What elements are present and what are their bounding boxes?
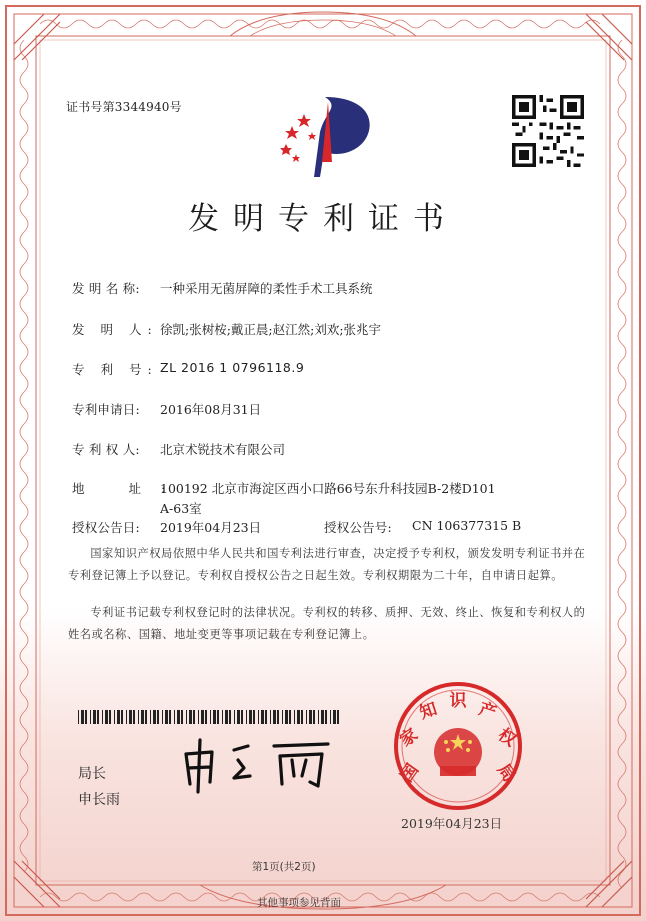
legal-paragraph-2: 专利证书记载专利权登记时的法律状况。专利权的转移、质押、无效、终止、恢复和专利权人的姓名或名称、国籍、地址变更等事项记载在专利登记簿上。 <box>68 606 586 641</box>
grant-date: 2019年04月23日 <box>160 520 262 535</box>
patent-number-label: 专 利 号: <box>72 362 158 377</box>
filing-date-label: 专利申请日: <box>72 402 140 417</box>
svg-text:识: 识 <box>449 691 467 711</box>
svg-text:知: 知 <box>417 699 440 724</box>
invention-name-label: 发 明 名 称: <box>72 281 140 296</box>
grant-number-label: 授权公告号: <box>324 520 392 535</box>
footer-note: 其他事项参见背面 <box>257 897 341 909</box>
legal-paragraph-1: 国家知识产权局依照中华人民共和国专利法进行审查，决定授予专利权，颁发发明专利证书并在专利登记簿上予以登记。专利权自授权公告之日起生效。专利权期限为二十年，自申请日起算。 <box>68 547 586 582</box>
svg-text:国: 国 <box>396 760 423 786</box>
handwritten-signature <box>178 732 338 794</box>
grant-date-label: 授权公告日: <box>72 520 140 535</box>
inventor-label: 发 明 人: <box>72 322 158 337</box>
signatory-name: 申长雨 <box>78 792 120 808</box>
certificate-title: 发明专利证书 <box>188 201 458 237</box>
barcode-icon <box>78 710 340 724</box>
patent-office-logo <box>270 92 380 177</box>
svg-text:局: 局 <box>493 760 520 786</box>
grant-number: CN 106377315 B <box>412 518 522 533</box>
page-number: 第1页(共2页) <box>252 861 316 873</box>
seal-date: 2019年04月23日 <box>401 816 503 831</box>
inventors: 徐凯;张树桉;戴正晨;赵江然;刘欢;张兆宇 <box>160 322 382 337</box>
svg-text:产: 产 <box>476 699 499 724</box>
svg-text:家: 家 <box>396 724 422 751</box>
signatory-title: 局长 <box>78 766 106 782</box>
filing-date: 2016年08月31日 <box>160 402 262 417</box>
patentee: 北京术锐技术有限公司 <box>160 442 286 457</box>
patentee-label: 专 利 权 人: <box>72 442 140 457</box>
official-seal <box>392 680 524 812</box>
address-line-2: A-63室 <box>160 501 202 516</box>
address-label: 地 址: <box>72 481 186 496</box>
svg-text:权: 权 <box>494 724 520 751</box>
patent-number: ZL 2016 1 0796118.9 <box>160 360 305 375</box>
certificate-number: 证书号第3344940号 <box>66 100 182 114</box>
qr-code-icon <box>512 95 584 167</box>
address-line-1: 100192 北京市海淀区西小口路66号东升科技园B-2楼D101 <box>160 481 496 496</box>
invention-name: 一种采用无菌屏障的柔性手术工具系统 <box>160 281 373 296</box>
